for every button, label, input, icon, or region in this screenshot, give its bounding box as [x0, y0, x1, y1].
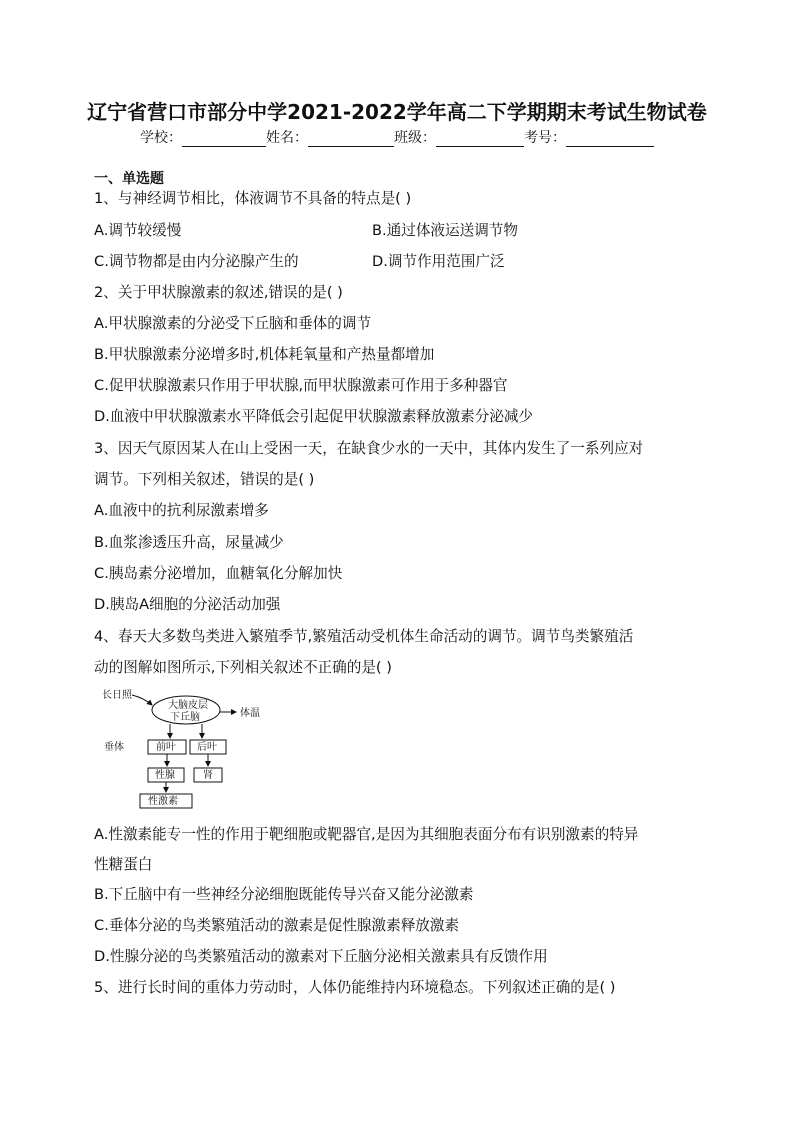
label-kidney: 肾: [203, 770, 213, 781]
bird-reproduction-diagram: [102, 688, 292, 812]
q2-option-a: A.甲状腺激素的分泌受下丘脑和垂体的调节: [94, 315, 372, 332]
name-label: 姓名：: [266, 130, 308, 146]
label-anterior: 前叶: [156, 742, 176, 753]
q3-stem-line2: 调节。下列相关叙述，错误的是( ): [94, 471, 315, 488]
label-long-day: 长日照: [102, 690, 132, 701]
name-blank[interactable]: [308, 132, 394, 147]
student-info-line: [0, 127, 794, 147]
q1-option-d: D.调节作用范围广泛: [372, 253, 505, 270]
label-hypothalamus: 下丘脑: [170, 712, 200, 723]
q4-option-a-line2: 性糖蛋白: [94, 856, 153, 873]
school-blank[interactable]: [182, 132, 266, 147]
label-pituitary: 垂体: [104, 742, 124, 753]
number-label: 考号：: [524, 130, 566, 146]
page-title: 辽宁省营口市部分中学2021-2022学年高二下学期期末考试生物试卷: [87, 100, 707, 124]
class-blank[interactable]: [436, 132, 524, 147]
q5-stem: 5、进行长时间的重体力劳动时，人体仍能维持内环境稳态。下列叙述正确的是( ): [94, 979, 616, 996]
label-gonad: 性腺: [155, 770, 175, 781]
q3-option-b: B.血浆渗透压升高，尿量减少: [94, 534, 284, 551]
section-heading: 一、单选题: [94, 171, 164, 187]
q3-option-c: C.胰岛素分泌增加，血糖氧化分解加快: [94, 565, 343, 582]
label-sex-hormone: 性激素: [148, 796, 178, 807]
q3-stem-line1: 3、因天气原因某人在山上受困一天，在缺食少水的一天中，其体内发生了一系列应对: [94, 440, 644, 457]
q2-option-c: C.促甲状腺激素只作用于甲状腺,而甲状腺激素可作用于多种器官: [94, 377, 508, 394]
q2-option-d: D.血液中甲状腺激素水平降低会引起促甲状腺激素释放激素分泌减少: [94, 408, 534, 425]
q4-stem-line1: 4、春天大多数鸟类进入繁殖季节,繁殖活动受机体生命活动的调节。调节鸟类繁殖活: [94, 628, 634, 645]
arrow-long-day: [132, 695, 152, 705]
label-posterior: 后叶: [197, 742, 217, 753]
q4-stem-line2: 动的图解如图所示,下列相关叙述不正确的是( ): [94, 659, 392, 676]
q4-option-b: B.下丘脑中有一些神经分泌细胞既能传导兴奋又能分泌激素: [94, 886, 474, 903]
q4-option-c: C.垂体分泌的鸟类繁殖活动的激素是促性腺激素释放激素: [94, 917, 460, 934]
q1-option-c: C.调节物都是由内分泌腺产生的: [94, 253, 299, 270]
q3-option-d: D.胰岛A细胞的分泌活动加强: [94, 596, 281, 613]
q2-stem: 2、关于甲状腺激素的叙述,错误的是( ): [94, 284, 343, 301]
q2-option-b: B.甲状腺激素分泌增多时,机体耗氧量和产热量都增加: [94, 346, 435, 363]
school-label: 学校：: [140, 130, 182, 146]
class-label: 班级：: [394, 130, 436, 146]
label-cortex: 大脑皮层: [168, 700, 208, 711]
q3-option-a: A.血液中的抗利尿激素增多: [94, 502, 269, 519]
q4-option-d: D.性腺分泌的鸟类繁殖活动的激素对下丘脑分泌相关激素具有反馈作用: [94, 948, 548, 965]
q4-option-a-line1: A.性激素能专一性的作用于靶细胞或靶器官,是因为其细胞表面分布有识别激素的特异: [94, 826, 639, 843]
number-blank[interactable]: [566, 132, 654, 147]
q1-stem: 1、与神经调节相比，体液调节不具备的特点是( ): [94, 190, 412, 207]
q1-option-a: A.调节较缓慢: [94, 222, 182, 239]
label-body-temp: 体温: [240, 708, 260, 719]
q1-option-b: B.通过体液运送调节物: [372, 222, 518, 239]
